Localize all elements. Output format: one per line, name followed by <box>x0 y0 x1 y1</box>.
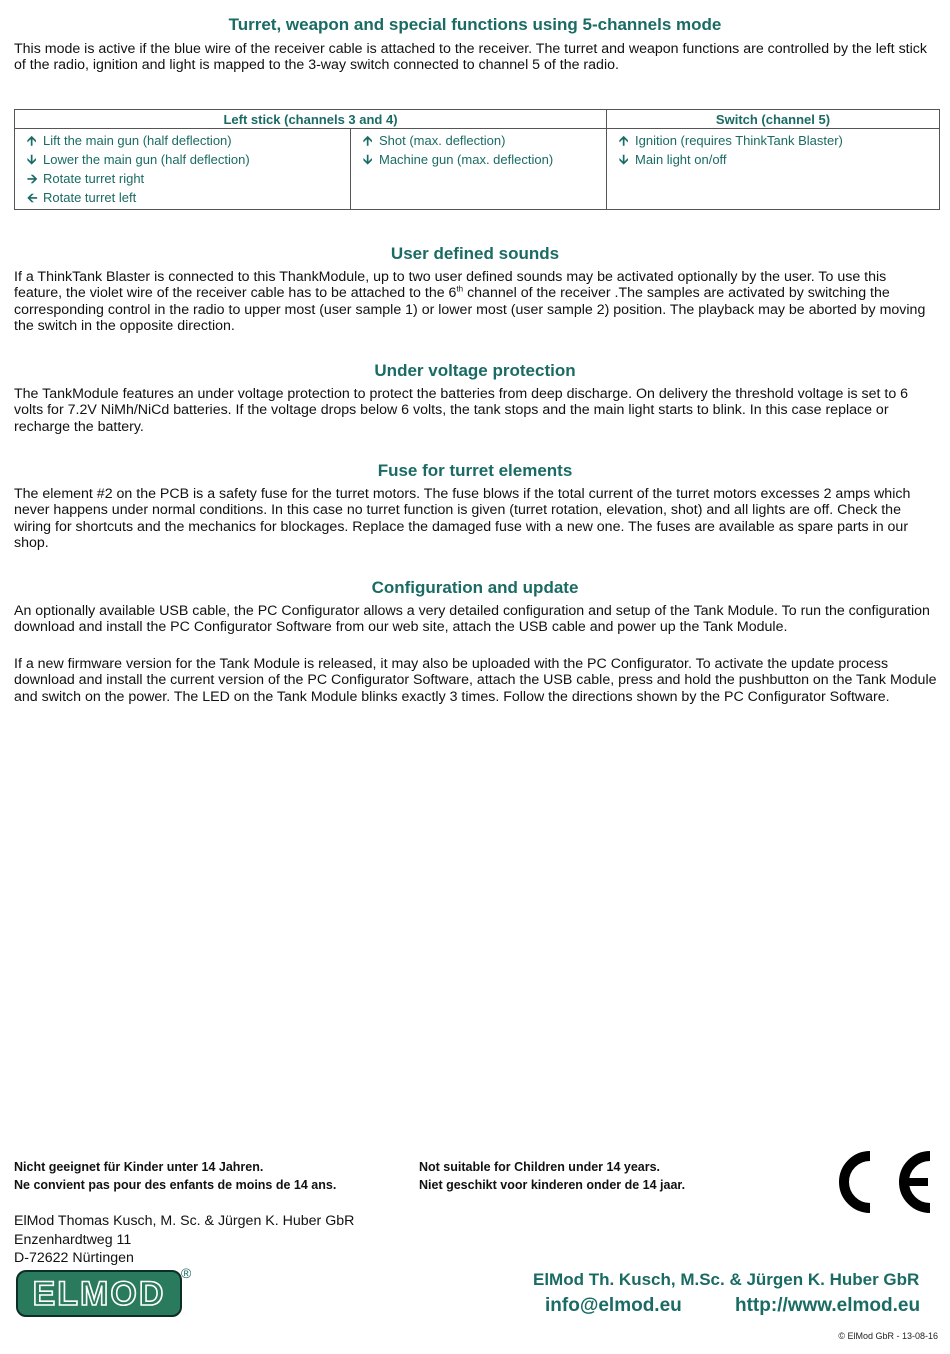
arrow-right-icon: 🡪 <box>27 171 38 186</box>
company-name: ElMod Th. Kusch, M.Sc. & Jürgen K. Huber GbR <box>533 1270 920 1289</box>
table-row <box>27 169 350 188</box>
table-cell-label: Main light on/off <box>635 152 727 167</box>
table-cell-label: Rotate turret right <box>43 171 145 186</box>
address-line: D-72622 Nürtingen <box>14 1250 134 1266</box>
table-cell-label: Lower the main gun (half deflection) <box>43 152 250 167</box>
arrow-up-icon: 🡩 <box>27 133 37 148</box>
age-warning-de-fr <box>14 1158 336 1194</box>
section-body-fuse: The element #2 on the PCB is a safety fuse for the turret motors. The fuse blows if the total current of the turret motors excesses 2 amps which never happens under normal conditions. In this case no turret function is given (turret rotation, elevation, shot) and all lights are off. Check the wiring for shortcuts and the mechanics for blockages. Replace the damaged fuse with a new one. The fuses are available as spare parts in our shop. <box>14 486 911 551</box>
section-body-sounds: If a ThinkTank Blaster is connected to this ThankModule, up to two user defined sounds may be activated optionally by the user. To use this feature, the violet wire of the receiver cable has to be attached to the 6th channel of the receiver .The samples are activated by switching the corresponding control in the radio to upper most (user sample 1) or lower most (user sample 2) position. The playback may be aborted by moving the switch in the opposite direction. <box>14 269 926 334</box>
arrow-down-icon: 🡫 <box>619 152 629 167</box>
warning-fr: Ne convient pas pour des enfants de moins de 14 ans. <box>14 1178 337 1192</box>
warning-en: Not suitable for Children under 14 years. <box>419 1160 661 1174</box>
email-link[interactable]: info@elmod.eu <box>545 1295 682 1316</box>
address-line: Enzenhardtweg 11 <box>14 1231 132 1248</box>
age-warning-en-nl <box>419 1158 685 1194</box>
section-title-config: Configuration and update <box>371 578 579 597</box>
copyright-notice: © ElMod GbR - 13-08-16 <box>838 1331 938 1341</box>
table-cell-label: Machine gun (max. deflection) <box>379 152 554 167</box>
warning-de: Nicht geeignet für Kinder unter 14 Jahren. <box>14 1160 264 1174</box>
arrow-left-icon: 🡨 <box>27 190 38 205</box>
table-row <box>27 188 350 207</box>
svg-text:ELMOD: ELMOD <box>32 1275 166 1313</box>
controls-table <box>14 109 940 210</box>
table-cell-label: Rotate turret left <box>43 190 137 205</box>
table-row <box>363 150 606 169</box>
website-link[interactable]: http://www.elmod.eu <box>735 1295 921 1316</box>
warning-nl: Niet geschikt voor kinderen onder de 14 jaar. <box>419 1178 686 1192</box>
table-row <box>363 131 606 150</box>
ce-mark-icon <box>818 1148 934 1216</box>
arrow-down-icon: 🡫 <box>363 152 373 167</box>
arrow-up-icon: 🡩 <box>619 133 629 148</box>
arrow-up-icon: 🡩 <box>363 133 373 148</box>
table-header-left-stick: Left stick (channels 3 and 4) <box>15 110 607 129</box>
table-cell-label: Ignition (requires ThinkTank Blaster) <box>635 133 843 148</box>
section-title-turret: Turret, weapon and special functions using 5-channels mode <box>228 15 722 34</box>
table-row <box>27 131 350 150</box>
table-col-switch <box>607 129 940 210</box>
section-body-turret: This mode is active if the blue wire of the receiver cable is attached to the receiver. The turret and weapon functions are controlled by the left stick of the radio, ignition and light is mapped to the 3-way switch connected to channel 5 of the radio. <box>14 41 927 74</box>
section-title-voltage: Under voltage protection <box>374 361 576 380</box>
postal-address <box>14 1212 354 1268</box>
table-cell-label: Lift the main gun (half deflection) <box>43 133 232 148</box>
section-body-config-2: If a new firmware version for the Tank Module is released, it may also be uploaded with the PC Configurator. To activate the update process download and install the current version of the PC Configurator Software, attach the USB cable, press and hold the pushbutton on the Tank Module and switch on the power. The LED on the Tank Module blinks exactly 3 times. Follow the directions shown by the PC Configurator Software. <box>14 656 937 705</box>
table-header-switch: Switch (channel 5) <box>607 110 940 129</box>
section-title-sounds: User defined sounds <box>390 244 560 263</box>
section-body-voltage: The TankModule features an under voltage protection to protect the batteries from deep discharge. On delivery the threshold voltage is set to 6 volts for 7.2V NiMh/NiCd batteries. If the voltage drops below 6 volts, the tank stops and the main light starts to blink. In this case replace or recharge the battery. <box>14 386 909 435</box>
address-line: ElMod Thomas Kusch, M. Sc. & Jürgen K. Huber GbR <box>14 1213 355 1229</box>
table-cell-label: Shot (max. deflection) <box>379 133 506 148</box>
registered-mark: ® <box>181 1265 192 1281</box>
table-col-stick-a <box>15 129 351 210</box>
table-row <box>619 131 939 150</box>
table-row <box>27 150 350 169</box>
section-body-config-1: An optionally available USB cable, the PC Configurator allows a very detailed configuration and setup of the Tank Module. To run the configuration download and install the PC Configurator Software from our web site, attach the USB cable and power up the Tank Module. <box>14 603 930 636</box>
elmod-logo <box>16 1270 182 1317</box>
table-row <box>619 150 939 169</box>
table-col-stick-b <box>351 129 607 210</box>
section-title-fuse: Fuse for turret elements <box>377 461 573 480</box>
arrow-down-icon: 🡫 <box>27 152 37 167</box>
